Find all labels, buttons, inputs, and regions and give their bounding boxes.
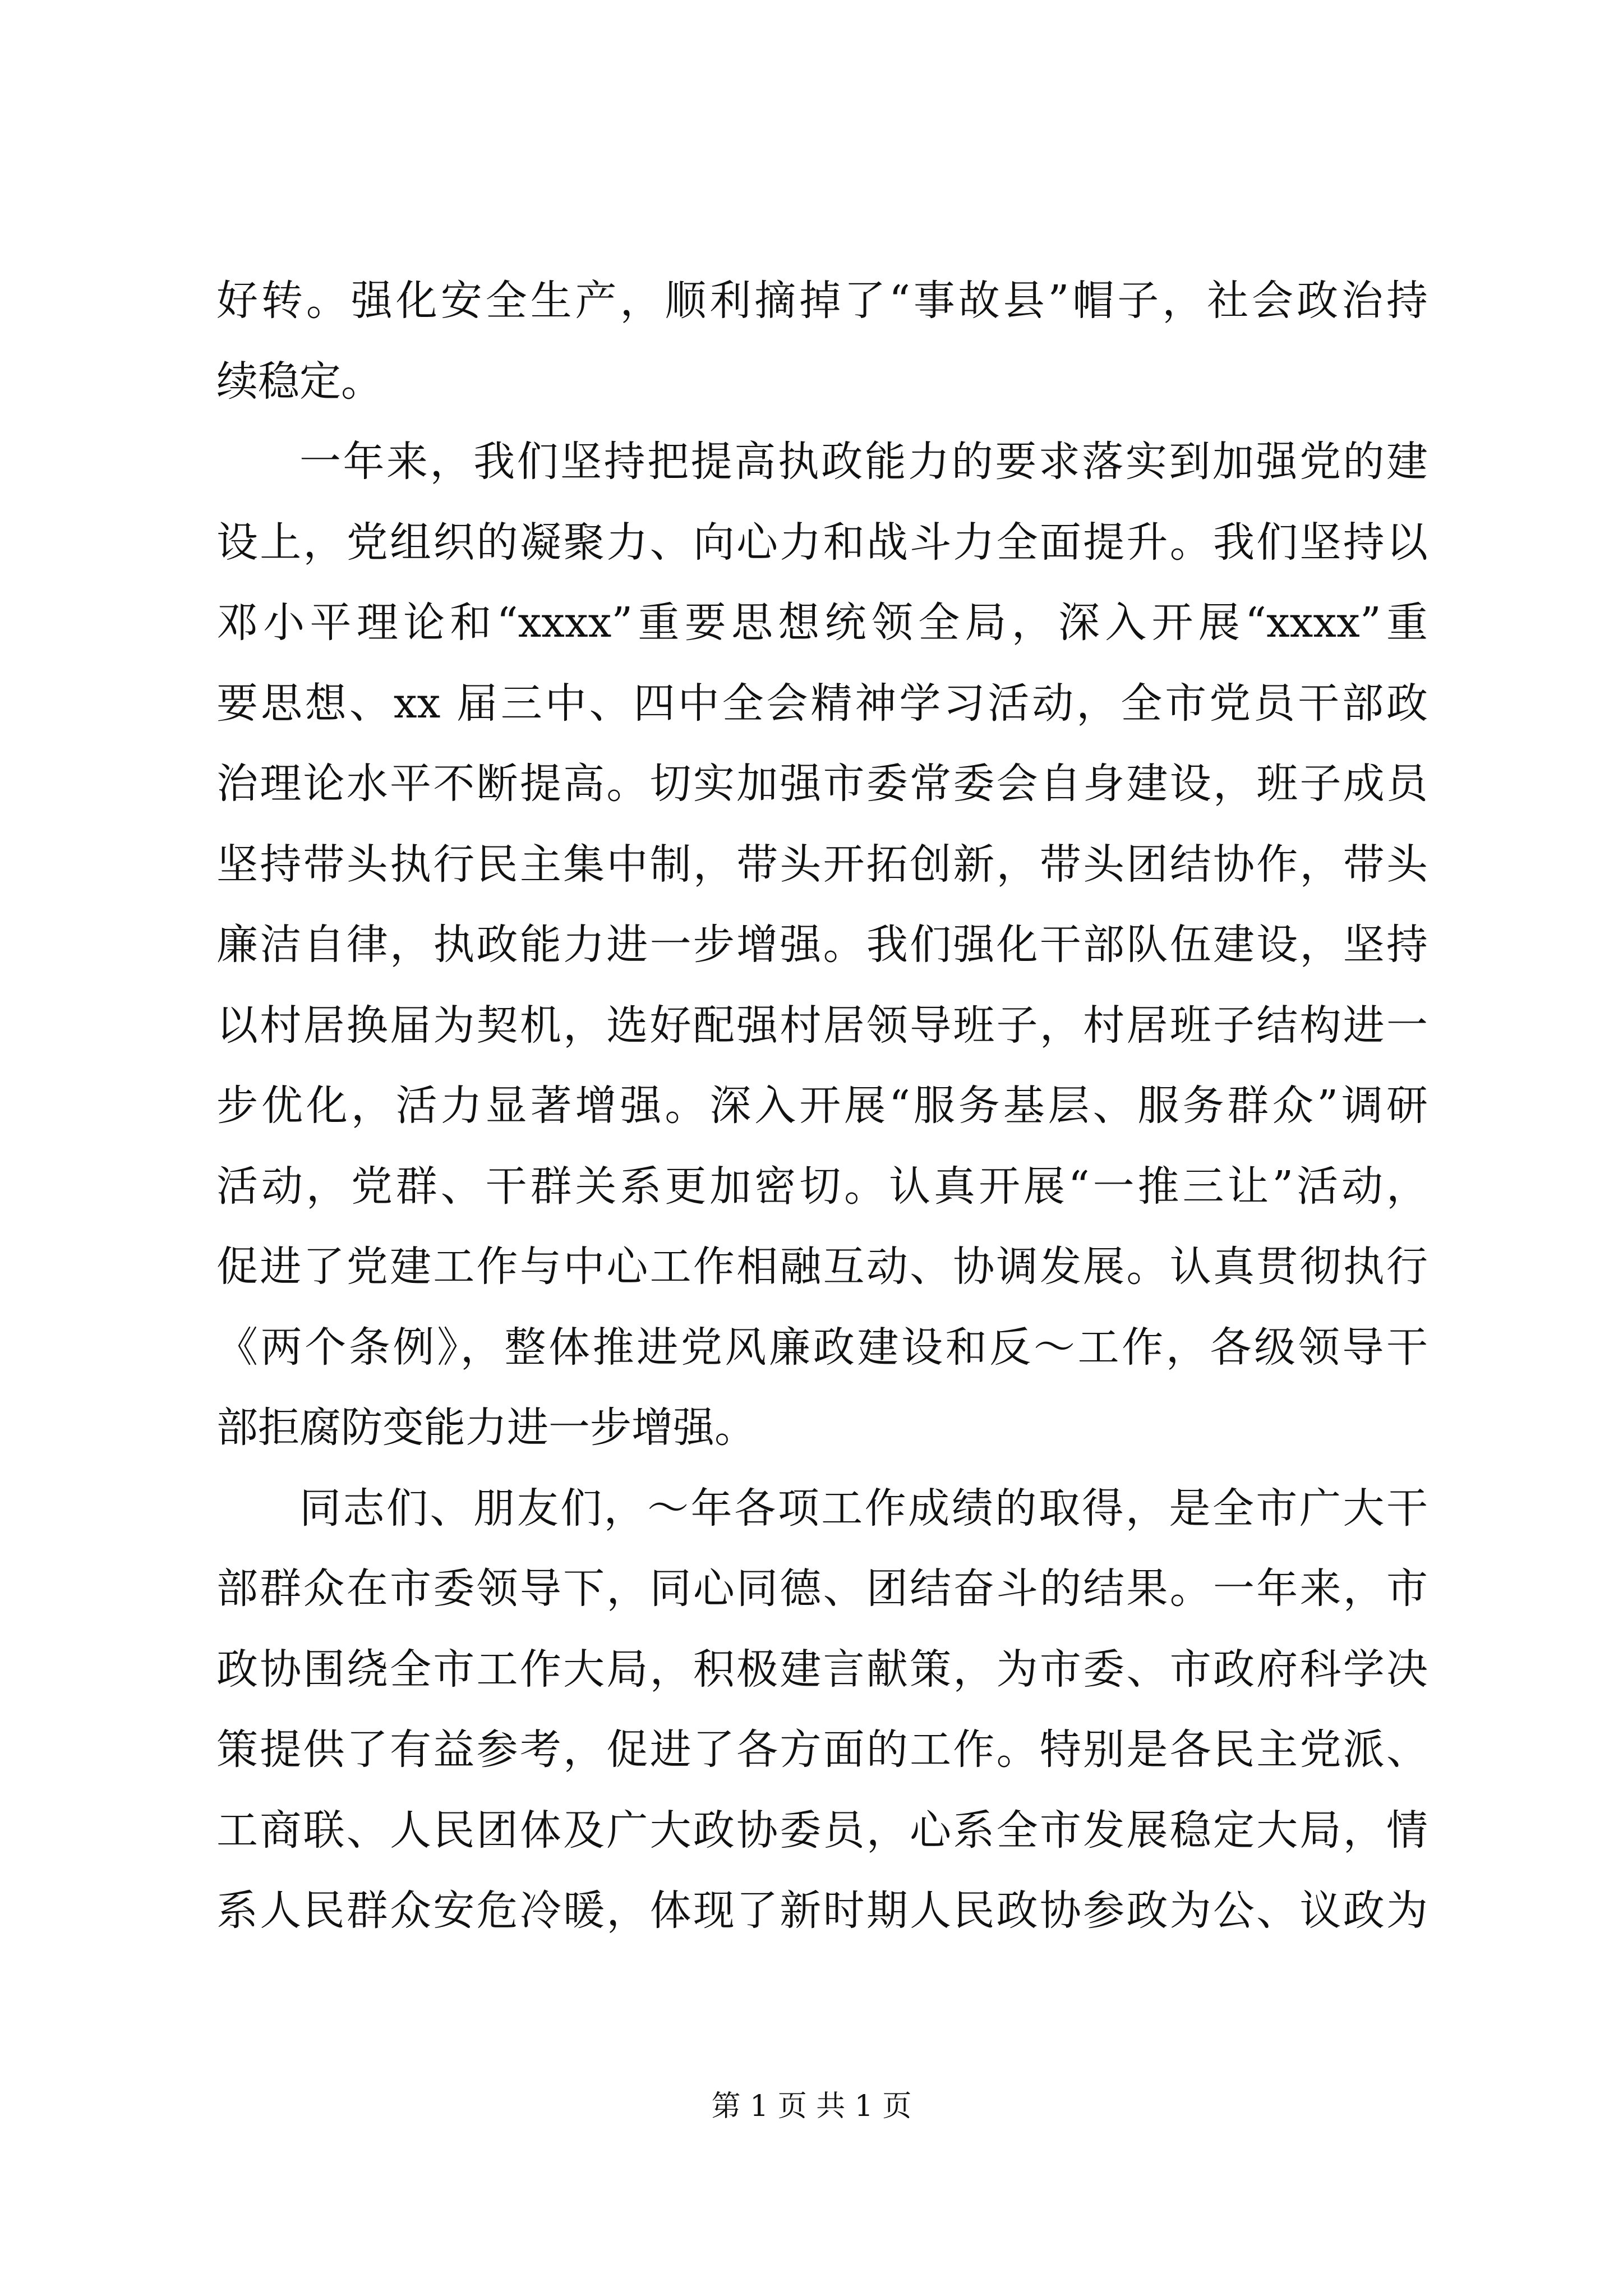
text-line: 部群众在市委领导下，同心同德、团结奋斗的结果。一年来，市: [216, 1565, 1428, 1613]
text-line: 同志们、朋友们，～年各项工作成绩的取得，是全市广大干: [299, 1484, 1428, 1533]
page-number-footer: 第 1 页 共 1 页: [711, 2090, 912, 2123]
text-line: 策提供了有益参考，促进了各方面的工作。特别是各民主党派、: [216, 1726, 1428, 1774]
text-line: 系人民群众安危冷暖，体现了新时期人民政协参政为公、议政为: [216, 1887, 1428, 1935]
text-line: 要思想、xx 届三中、四中全会精神学习活动，全市党员干部政: [216, 679, 1428, 728]
text-line: 步优化，活力显著增强。深入开展“服务基层、服务群众”调研: [216, 1082, 1428, 1130]
text-line: 活动，党群、干群关系更加密切。认真开展“一推三让”活动，: [216, 1162, 1428, 1211]
text-line: 政协围绕全市工作大局，积极建言献策，为市委、市政府科学决: [216, 1645, 1428, 1694]
text-line: 一年来，我们坚持把提高执政能力的要求落实到加强党的建: [299, 438, 1428, 486]
text-line: 工商联、人民团体及广大政协委员，心系全市发展稳定大局，情: [216, 1806, 1428, 1855]
text-line: 坚持带头执行民主集中制，带头开拓创新，带头团结协作，带头: [216, 840, 1428, 889]
paragraph-2: [216, 422, 1428, 1469]
text-line: 治理论水平不断提高。切实加强市委常委会自身建设，班子成员: [216, 760, 1428, 808]
text-line: 续稳定。: [216, 357, 382, 406]
paragraph-1: [216, 261, 1428, 422]
text-line: 促进了党建工作与中心工作相融互动、协调发展。认真贯彻执行: [216, 1243, 1428, 1291]
text-line: 以村居换届为契机，选好配强村居领导班子，村居班子结构进一: [216, 1001, 1428, 1050]
text-line: 部拒腐防变能力进一步增强。: [216, 1404, 756, 1452]
paragraph-3: [216, 1469, 1428, 1952]
text-line: 廉洁自律，执政能力进一步增强。我们强化干部队伍建设，坚持: [216, 921, 1428, 969]
text-line: 设上，党组织的凝聚力、向心力和战斗力全面提升。我们坚持以: [216, 518, 1428, 567]
text-line: 《两个条例》，整体推进党风廉政建设和反～工作，各级领导干: [216, 1323, 1428, 1372]
document-body: [216, 261, 1428, 1952]
text-line: 邓小平理论和“xxxx”重要思想统领全局，深入开展“xxxx”重: [216, 599, 1428, 647]
text-line: 好转。强化安全生产，顺利摘掉了“事故县”帽子，社会政治持: [216, 277, 1428, 325]
